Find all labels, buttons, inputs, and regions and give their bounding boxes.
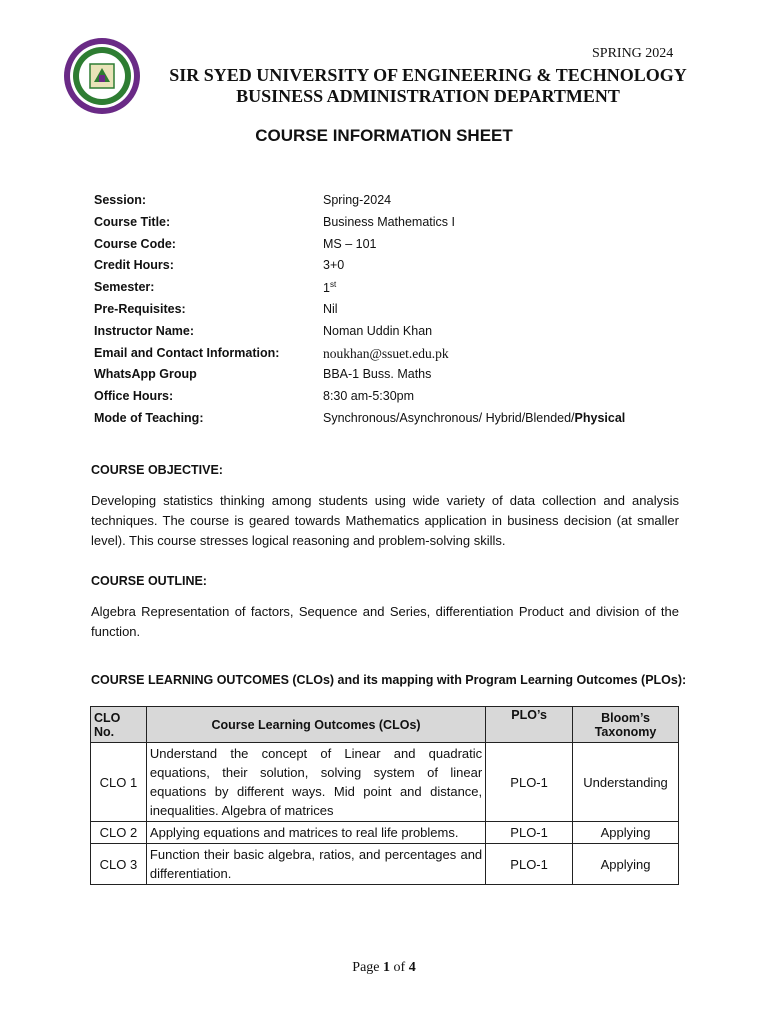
- objective-text: Developing statistics thinking among students using wide variety of data collection and analysis techniques. The course is geared towards Mathematics application in business decision (at smaller level). This course stresses logical reasoning and problem-solving skills.: [91, 493, 679, 548]
- department-name: BUSINESS ADMINISTRATION DEPARTMENT: [236, 86, 620, 106]
- mode-selected: Physical: [574, 410, 626, 425]
- outline-text: Algebra Representation of factors, Sequence and Series, differentiation Product and division of the function.: [91, 604, 679, 639]
- table-row: [91, 743, 679, 822]
- prereq-value: Nil: [323, 301, 338, 316]
- page-total: 4: [408, 960, 416, 975]
- outline-heading: COURSE OUTLINE:: [91, 574, 207, 588]
- email-label: Email and Contact Information:: [94, 345, 280, 360]
- clo-bloom-cell: Applying: [573, 844, 679, 885]
- session-value: Spring-2024: [323, 193, 392, 207]
- course-title-value: Business Mathematics I: [323, 214, 455, 229]
- page-title: COURSE INFORMATION SHEET: [255, 126, 513, 145]
- clo-plo-cell: PLO-1: [486, 822, 573, 844]
- objective-heading: COURSE OBJECTIVE:: [91, 463, 223, 477]
- email-link[interactable]: noukhan@ssuet.edu.pk: [323, 345, 449, 361]
- whatsapp-label: WhatsApp Group: [94, 367, 197, 382]
- semester-label: Semester:: [94, 280, 155, 295]
- clo-plo-cell: PLO-1: [486, 743, 573, 822]
- credit-hours-value: 3+0: [323, 258, 345, 273]
- page-number: 1: [383, 960, 391, 975]
- semester-number: 1: [323, 281, 330, 296]
- clo-bloom-cell: Understanding: [573, 743, 679, 822]
- col-clo-no: CLO No.: [91, 707, 147, 743]
- page-word: Page: [352, 960, 380, 975]
- clo-outcome-cell: Applying equations and matrices to real life problems.: [146, 822, 485, 844]
- clo-bloom-cell: Applying: [573, 822, 679, 844]
- mode-value: [323, 411, 625, 425]
- semester-tag: SPRING 2024: [592, 46, 674, 61]
- clo-heading: COURSE LEARNING OUTCOMES (CLOs) and its mapping with Program Learning Outcomes (PLOs):: [91, 673, 687, 687]
- course-code-label: Course Code:: [94, 236, 176, 251]
- office-hours-label: Office Hours:: [94, 389, 174, 404]
- prereq-label: Pre-Requisites:: [94, 301, 186, 316]
- page-footer: [0, 960, 768, 976]
- clo-outcome-cell: Function their basic algebra, ratios, and percentages and differentiation.: [146, 844, 485, 885]
- clo-plo-cell: PLO-1: [486, 844, 573, 885]
- table-header-row: [91, 707, 679, 743]
- col-bloom: Bloom’s Taxonomy: [573, 707, 679, 743]
- mode-options: Synchronous/Asynchronous/ Hybrid/Blended/: [323, 410, 575, 425]
- clo-no-cell: CLO 1: [91, 743, 147, 822]
- col-outcome: Course Learning Outcomes (CLOs): [146, 707, 485, 743]
- clo-no-cell: CLO 3: [91, 844, 147, 885]
- whatsapp-value: BBA-1 Buss. Maths: [323, 367, 432, 382]
- instructor-label: Instructor Name:: [94, 323, 195, 338]
- credit-hours-label: Credit Hours:: [94, 258, 174, 273]
- clo-outcome-cell: Understand the concept of Linear and quadratic equations, their solution, solving system of linear equations by different ways. Mid point and distance, inequalities. Algebra of matrices: [146, 743, 485, 822]
- table-row: [91, 822, 679, 844]
- table-row: [91, 844, 679, 885]
- of-word: of: [393, 960, 406, 975]
- university-name: SIR SYED UNIVERSITY OF ENGINEERING & TECHNOLOGY: [169, 65, 687, 85]
- semester-value: [323, 280, 336, 295]
- semester-suffix: st: [329, 280, 337, 290]
- col-plo: PLO’s: [486, 707, 573, 743]
- course-title-label: Course Title:: [94, 214, 171, 229]
- instructor-value: Noman Uddin Khan: [323, 323, 433, 338]
- mode-label: Mode of Teaching:: [94, 410, 204, 425]
- office-hours-value: 8:30 am-5:30pm: [323, 389, 415, 404]
- course-code-value: MS – 101: [323, 236, 377, 251]
- clo-table: [90, 706, 679, 885]
- session-label: Session:: [94, 193, 147, 207]
- clo-no-cell: CLO 2: [91, 822, 147, 844]
